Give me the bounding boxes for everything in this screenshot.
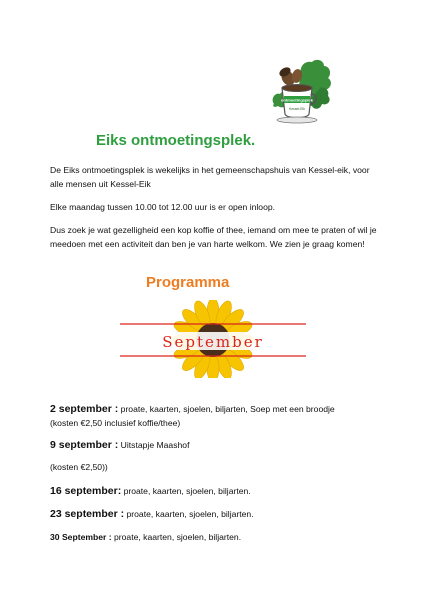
september-banner (118, 300, 308, 378)
entry-text: proate, kaarten, sjoelen, biljarten. (124, 509, 254, 519)
banner-text: September (162, 333, 264, 351)
entry-date: 23 september : (50, 508, 125, 520)
logo-text-line1: ontmoetingsplek (280, 97, 314, 103)
program-entry (50, 507, 390, 521)
entry-text: proate, kaarten, sjoelen, biljarten. (121, 486, 251, 496)
program-entry (50, 484, 390, 498)
entry-date: 30 September : (50, 532, 112, 542)
program-entry (50, 402, 390, 416)
entry-text: (kosten €2,50 inclusief koffie/thee) (50, 418, 181, 428)
logo-text-line2: Kessel-Eik (288, 107, 306, 111)
entry-text: (kosten €2,50)) (50, 462, 108, 472)
opening-hours-paragraph: Elke maandag tussen 10.00 tot 12.00 uur is er open inloop. (50, 202, 276, 212)
program-entry (50, 416, 390, 430)
entry-text: proate, kaarten, sjoelen, biljarten. (111, 532, 242, 542)
welcome-paragraph: Dus zoek je wat gezelligheid een kop koffie of thee, iemand om mee te praten of wil je meedoen met een activiteit dan ben je van harte welkom. We zien je graag komen! (50, 225, 377, 249)
program-entry (50, 438, 390, 452)
entry-date: 9 september : (50, 439, 119, 451)
intro-paragraph: De Eiks ontmoetingsplek is wekelijks in het gemeenschapshuis van Kessel-eik, voor alle mensen uit Kessel-Eik (50, 165, 370, 189)
page-title: Eiks ontmoetingsplek. (96, 132, 256, 149)
entry-text: Uitstapje Maashof (118, 440, 190, 450)
entry-text: proate, kaarten, sjoelen, biljarten, Soep met een broodje (118, 404, 335, 414)
program-entry (50, 460, 390, 474)
coffee-cup-with-oak-leaves-icon (268, 58, 334, 128)
entry-date: 2 september : (50, 403, 119, 415)
entry-date: 16 september: (50, 485, 122, 497)
programma-heading: Programma (146, 274, 230, 291)
program-entry (50, 530, 390, 544)
